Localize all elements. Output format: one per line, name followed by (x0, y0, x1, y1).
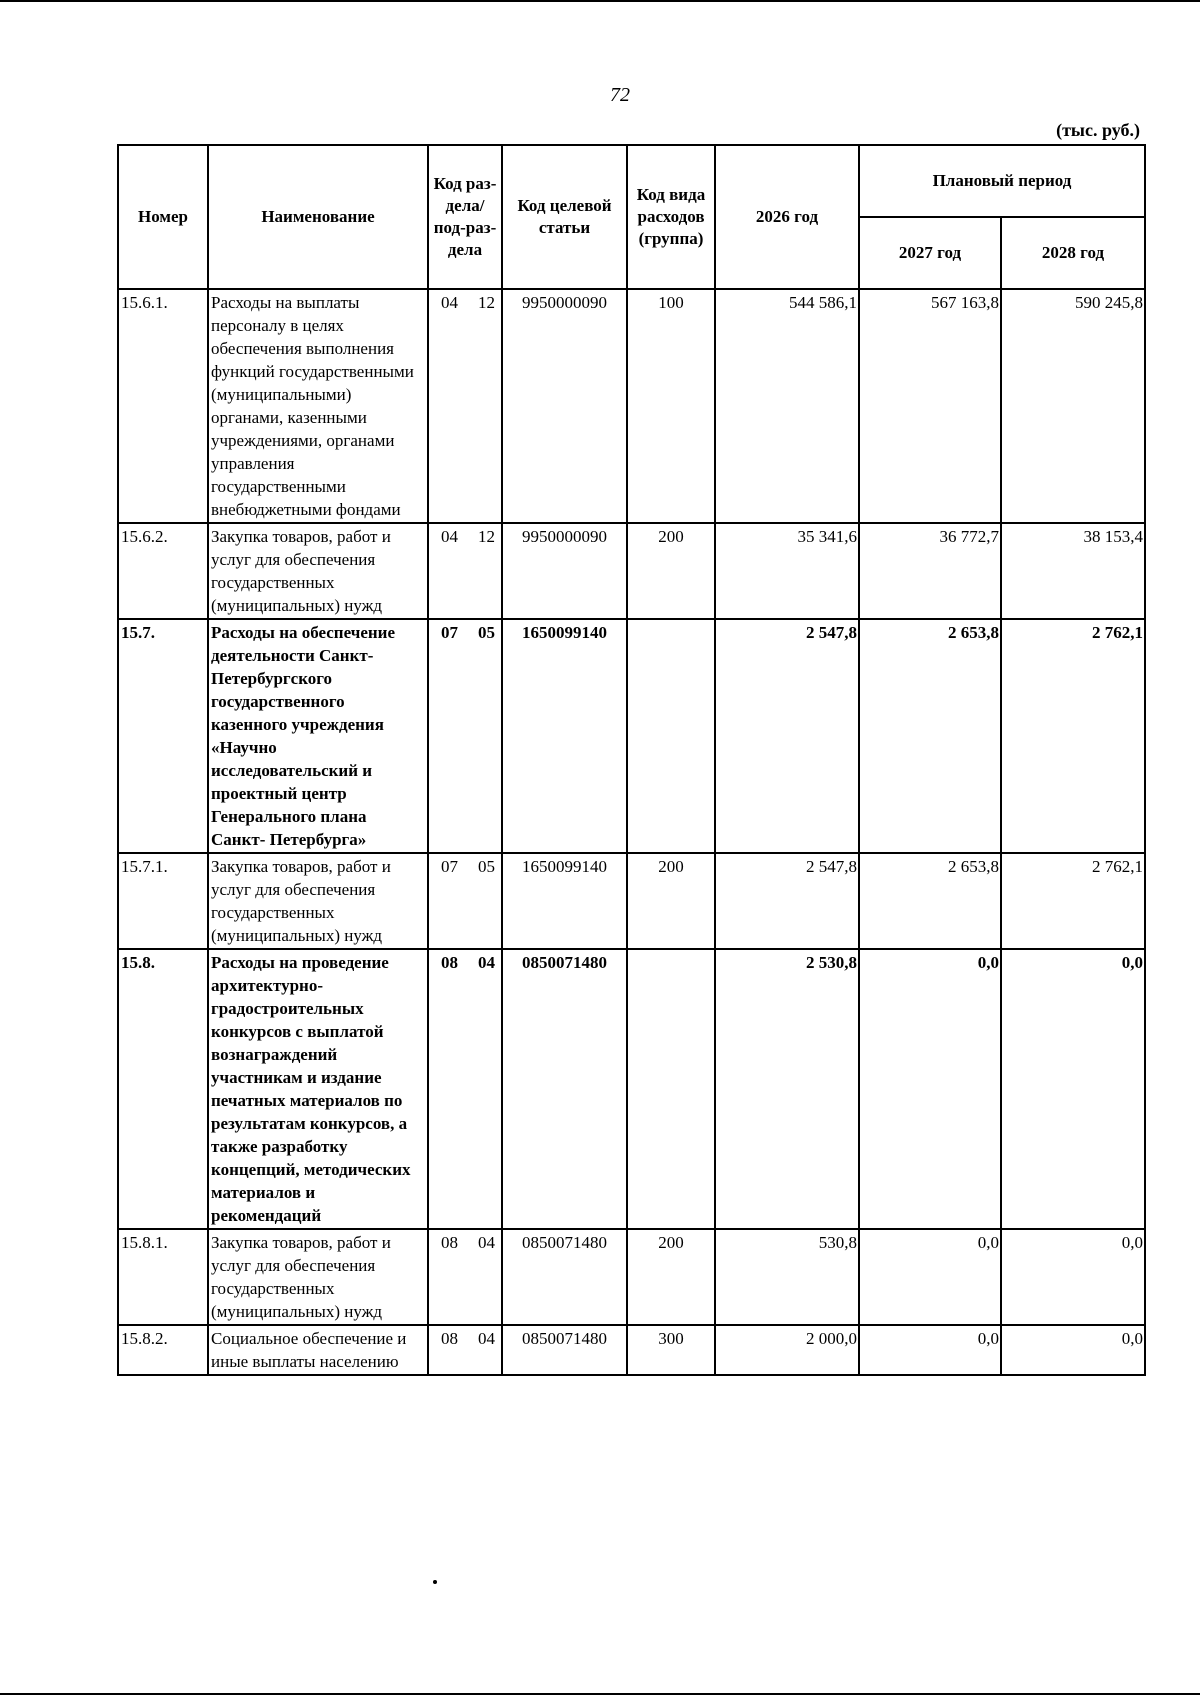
header-number: Номер (118, 145, 208, 289)
row-expense-type (627, 619, 715, 853)
section-code: 04 (441, 293, 458, 312)
subsection-code: 04 (478, 1329, 495, 1348)
section-code: 07 (441, 623, 458, 642)
row-amount-2027: 0,0 (859, 1229, 1001, 1325)
table-header (118, 145, 1145, 289)
row-expense-type: 200 (627, 523, 715, 619)
row-amount-2027: 567 163,8 (859, 289, 1001, 523)
row-section (428, 1325, 502, 1375)
row-amount-2027: 0,0 (859, 1325, 1001, 1375)
header-section: Код раз-дела/ под-раз-дела (428, 145, 502, 289)
row-number: 15.8. (118, 949, 208, 1229)
page-number: 72 (610, 84, 630, 106)
subsection-code: 04 (478, 1233, 495, 1252)
row-expense-type: 200 (627, 1229, 715, 1325)
table-row (118, 289, 1145, 523)
row-expense-type: 200 (627, 853, 715, 949)
row-target-code: 1650099140 (502, 619, 627, 853)
row-amount-2027: 36 772,7 (859, 523, 1001, 619)
row-target-code: 0850071480 (502, 949, 627, 1229)
subsection-code: 05 (478, 623, 495, 642)
row-amount-2027: 0,0 (859, 949, 1001, 1229)
row-amount-2028: 2 762,1 (1001, 619, 1145, 853)
row-target-code: 0850071480 (502, 1325, 627, 1375)
section-codes (431, 1327, 499, 1350)
row-amount-2026: 530,8 (715, 1229, 859, 1325)
row-amount-2028: 0,0 (1001, 1325, 1145, 1375)
row-name: Закупка товаров, работ и услуг для обеспечения государственных (муниципальных) нужд (208, 523, 428, 619)
table-body (118, 289, 1145, 1375)
row-name: Социальное обеспечение и иные выплаты населению (208, 1325, 428, 1375)
row-target-code: 1650099140 (502, 853, 627, 949)
section-code: 08 (441, 1233, 458, 1252)
row-amount-2028: 2 762,1 (1001, 853, 1145, 949)
header-year-2028: 2028 год (1001, 217, 1145, 289)
header-year-2026: 2026 год (715, 145, 859, 289)
row-amount-2026: 2 547,8 (715, 853, 859, 949)
section-code: 08 (441, 953, 458, 972)
row-section (428, 523, 502, 619)
row-expense-type: 300 (627, 1325, 715, 1375)
section-code: 07 (441, 857, 458, 876)
table-row (118, 619, 1145, 853)
row-name: Закупка товаров, работ и услуг для обеспечения государственных (муниципальных) нужд (208, 1229, 428, 1325)
row-amount-2026: 2 000,0 (715, 1325, 859, 1375)
section-codes (431, 1231, 499, 1254)
row-amount-2028: 590 245,8 (1001, 289, 1145, 523)
row-number: 15.7. (118, 619, 208, 853)
row-amount-2026: 2 547,8 (715, 619, 859, 853)
section-codes (431, 951, 499, 974)
table-row (118, 949, 1145, 1229)
row-name: Закупка товаров, работ и услуг для обеспечения государственных (муниципальных) нужд (208, 853, 428, 949)
row-section (428, 949, 502, 1229)
row-target-code: 9950000090 (502, 289, 627, 523)
row-name: Расходы на выплаты персоналу в целях обеспечения выполнения функций государственными (муниципальными) органами, казенными учреждениями, органами управления государственными внебюджетными фондами (208, 289, 428, 523)
row-number: 15.7.1. (118, 853, 208, 949)
scan-top-border (0, 0, 1200, 2)
row-target-code: 0850071480 (502, 1229, 627, 1325)
row-number: 15.8.1. (118, 1229, 208, 1325)
table-row (118, 1325, 1145, 1375)
subsection-code: 12 (478, 527, 495, 546)
row-section (428, 289, 502, 523)
row-amount-2028: 0,0 (1001, 1229, 1145, 1325)
row-amount-2028: 0,0 (1001, 949, 1145, 1229)
row-section (428, 853, 502, 949)
row-number: 15.6.1. (118, 289, 208, 523)
header-planning-period: Плановый период (859, 145, 1145, 217)
table-row (118, 853, 1145, 949)
section-codes (431, 621, 499, 644)
row-number: 15.8.2. (118, 1325, 208, 1375)
subsection-code: 12 (478, 293, 495, 312)
row-target-code: 9950000090 (502, 523, 627, 619)
table-row (118, 1229, 1145, 1325)
row-name: Расходы на обеспечение деятельности Санкт-Петербургского государственного казенного учреждения «Научно исследовательский и проектный центр Генерального плана Санкт- Петербурга» (208, 619, 428, 853)
budget-table (117, 144, 1146, 1376)
header-name: Наименование (208, 145, 428, 289)
header-year-2027: 2027 год (859, 217, 1001, 289)
section-codes (431, 525, 499, 548)
section-codes (431, 855, 499, 878)
subsection-code: 05 (478, 857, 495, 876)
subsection-code: 04 (478, 953, 495, 972)
row-amount-2027: 2 653,8 (859, 619, 1001, 853)
row-amount-2026: 2 530,8 (715, 949, 859, 1229)
row-amount-2027: 2 653,8 (859, 853, 1001, 949)
section-code: 04 (441, 527, 458, 546)
header-expense-type: Код вида расходов (группа) (627, 145, 715, 289)
row-name: Расходы на проведение архитектурно-градостроительных конкурсов с выплатой вознаграждений участникам и издание печатных материалов по результатам конкурсов, а также разработку концепций, методических материалов и рекомендаций (208, 949, 428, 1229)
table-row (118, 523, 1145, 619)
row-section (428, 1229, 502, 1325)
row-section (428, 619, 502, 853)
footer-dot (433, 1580, 437, 1584)
units-label: (тыс. руб.) (1056, 120, 1140, 140)
row-expense-type (627, 949, 715, 1229)
row-expense-type: 100 (627, 289, 715, 523)
row-number: 15.6.2. (118, 523, 208, 619)
section-code: 08 (441, 1329, 458, 1348)
section-codes (431, 291, 499, 314)
header-target: Код целевой статьи (502, 145, 627, 289)
row-amount-2028: 38 153,4 (1001, 523, 1145, 619)
row-amount-2026: 35 341,6 (715, 523, 859, 619)
row-amount-2026: 544 586,1 (715, 289, 859, 523)
